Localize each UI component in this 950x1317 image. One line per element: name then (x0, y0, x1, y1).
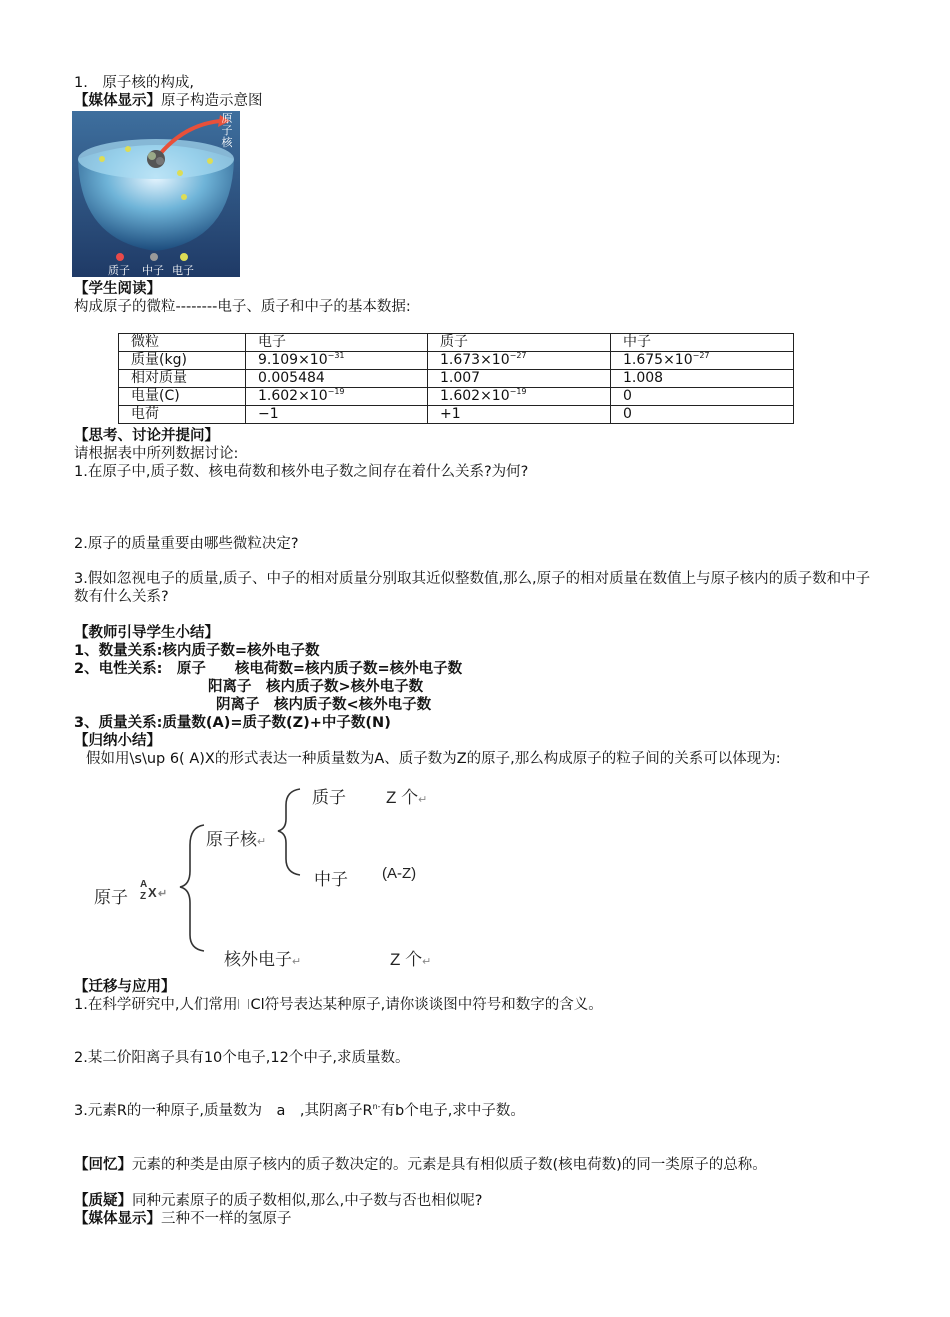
question-text: 1.在科学研究中,人们常用 (74, 997, 238, 1013)
reading-tag: 【学生阅读】 (74, 281, 161, 297)
legend-electron: 电子 (172, 264, 194, 277)
table-cell (611, 352, 794, 370)
question-2: 2.原子的质量重要由哪些微粒决定? (74, 536, 299, 552)
nucleus-char: 原 (221, 112, 233, 125)
media2-text: 三种不一样的氢原子 (161, 1211, 292, 1227)
table-cell (246, 388, 428, 406)
summary-cation: 阳离子 核内质子数>核外电子数 (208, 679, 424, 695)
summary-quantity: 1、数量关系:核内质子数=核外电子数 (74, 643, 320, 659)
doubt-text: 同种元素原子的质子数相似,那么,中子数与否也相似呢? (132, 1193, 483, 1209)
nucleus-char: 子 (221, 124, 233, 137)
table-header-cell: 质子 (428, 334, 611, 352)
return-mark: ↵ (292, 956, 302, 968)
diagram-neutron-count: (A-Z) (382, 865, 417, 882)
table-cell: 电量(C) (119, 388, 246, 406)
table-row (119, 352, 794, 370)
nucleus-text: 原子核 (206, 830, 257, 849)
table-header-row (119, 334, 794, 352)
summary-charge: 2、电性关系: 原子 核电荷数=核内质子数=核外电子数 (74, 661, 463, 677)
apply-question-2: 2.某二价阳离子具有10个电子,12个中子,求质量数。 (74, 1050, 410, 1066)
question-3: 3.假如忽视电子的质量,质子、中子的相对质量分别取其近似整数值,那么,原子的相对质量在数值上与原子核内的质子数和中子数有什么关系? (74, 571, 871, 605)
atom-composition-diagram (86, 775, 486, 975)
exponent: −31 (327, 351, 345, 360)
summary-anion: 阴离子 核内质子数<核外电子数 (216, 697, 432, 713)
table-row (119, 406, 794, 424)
exponent: −27 (692, 351, 710, 360)
table-cell: 电荷 (119, 406, 246, 424)
table-cell: 相对质量 (119, 370, 246, 388)
media2-line (74, 1210, 292, 1228)
recall-text: 元素的种类是由原子核内的质子数决定的。元素是具有相似质子数(核电荷数)的同一类原子的总称。 (132, 1157, 767, 1173)
return-mark: ↵ (418, 794, 428, 806)
apply-tag: 【迁移与应用】 (74, 979, 176, 995)
diagram-neutron-label: 中子 (314, 870, 348, 889)
table-header-cell: 电子 (246, 334, 428, 352)
atom-structure-image (72, 111, 240, 277)
induction-tag: 【归纳小结】 (74, 733, 161, 749)
recall-paragraph (74, 1156, 884, 1174)
table-cell (428, 388, 611, 406)
reading-intro: 构成原子的微粒--------电子、质子和中子的基本数据: (74, 299, 411, 315)
exponent: −19 (327, 387, 345, 396)
table-header-cell: 微粒 (119, 334, 246, 352)
diagram-proton-count (386, 783, 427, 808)
table-cell (246, 352, 428, 370)
table-cell: −1 (246, 406, 428, 424)
exponent: −27 (509, 351, 527, 360)
summary-tag: 【教师引导学生小结】 (74, 625, 219, 641)
recall-tag: 【回忆】 (74, 1157, 132, 1173)
summary-mass: 3、质量关系:质量数(A)=质子数(Z)+中子数(N) (74, 715, 391, 731)
table-row (119, 388, 794, 406)
diagram-nucleus-label (206, 825, 266, 850)
nuclide-symbol (138, 879, 168, 909)
table-cell: 质量(kg) (119, 352, 246, 370)
doubt-tag: 【质疑】 (74, 1193, 132, 1209)
particle-data-table (118, 333, 794, 424)
nucleus-char: 核 (221, 136, 233, 149)
media-title: 原子构造示意图 (161, 93, 263, 109)
diagram-atom-label: 原子 (94, 888, 128, 907)
value: 1.602×10 (440, 388, 510, 404)
nucleus-label (220, 113, 234, 149)
table-cell: 0 (611, 388, 794, 406)
nuclide-mini-symbol (238, 999, 249, 1009)
value: 1.602×10 (258, 388, 328, 404)
legend-proton: 质子 (108, 264, 130, 277)
doubt-line (74, 1192, 482, 1210)
legend-neutron: 中子 (142, 264, 164, 277)
apply-question-3 (74, 1102, 525, 1120)
apply-question-1 (74, 996, 603, 1014)
return-mark: ↵ (257, 836, 267, 848)
table-cell: +1 (428, 406, 611, 424)
ion-charge: n- (372, 1102, 381, 1111)
media2-tag: 【媒体显示】 (74, 1211, 161, 1227)
question-1: 1.在原子中,质子数、核电荷数和核外电子数之间存在着什么关系?为何? (74, 464, 529, 480)
think-intro: 请根据表中所列数据讨论: (74, 446, 239, 462)
diagram-proton-label: 质子 (312, 788, 346, 807)
return-mark: ↵ (422, 956, 432, 968)
electron-text: 核外电子 (224, 950, 292, 969)
section-heading: 1. 原子核的构成, (74, 75, 194, 91)
table-cell: 0.005484 (246, 370, 428, 388)
table-cell (428, 352, 611, 370)
atomic-number: Z (140, 891, 147, 902)
media-line (74, 92, 263, 110)
mass-number: A (140, 879, 148, 890)
induction-text: 假如用\s\up 6( A)X的形式表达一种质量数为A、质子数为Z的原子,那么构成原子的粒子间的关系可以体现为: (86, 751, 781, 767)
return-mark: ↵ (158, 888, 168, 900)
diagram-electron-count (390, 945, 431, 970)
value: 1.675×10 (623, 352, 693, 368)
count-text: Z 个 (390, 950, 423, 969)
atom-illustration (72, 111, 240, 277)
value: 9.109×10 (258, 352, 328, 368)
value: 1.673×10 (440, 352, 510, 368)
table-cell: 1.007 (428, 370, 611, 388)
diagram-electron-label (224, 945, 301, 970)
table-cell: 1.008 (611, 370, 794, 388)
table-cell: 0 (611, 406, 794, 424)
element-symbol: X (148, 885, 157, 900)
question-text: 3.元素R的一种原子,质量数为 a ,其阴离子R (74, 1103, 373, 1119)
question-text: Cl符号表达某种原子,请你谈谈图中符号和数字的含义。 (250, 997, 603, 1013)
exponent: −19 (509, 387, 527, 396)
count-text: Z 个 (386, 788, 419, 807)
media-tag: 【媒体显示】 (74, 93, 161, 109)
table-row (119, 370, 794, 388)
think-tag: 【思考、讨论并提问】 (74, 428, 219, 444)
question-text: 有b个电子,求中子数。 (380, 1103, 525, 1119)
table-header-cell: 中子 (611, 334, 794, 352)
